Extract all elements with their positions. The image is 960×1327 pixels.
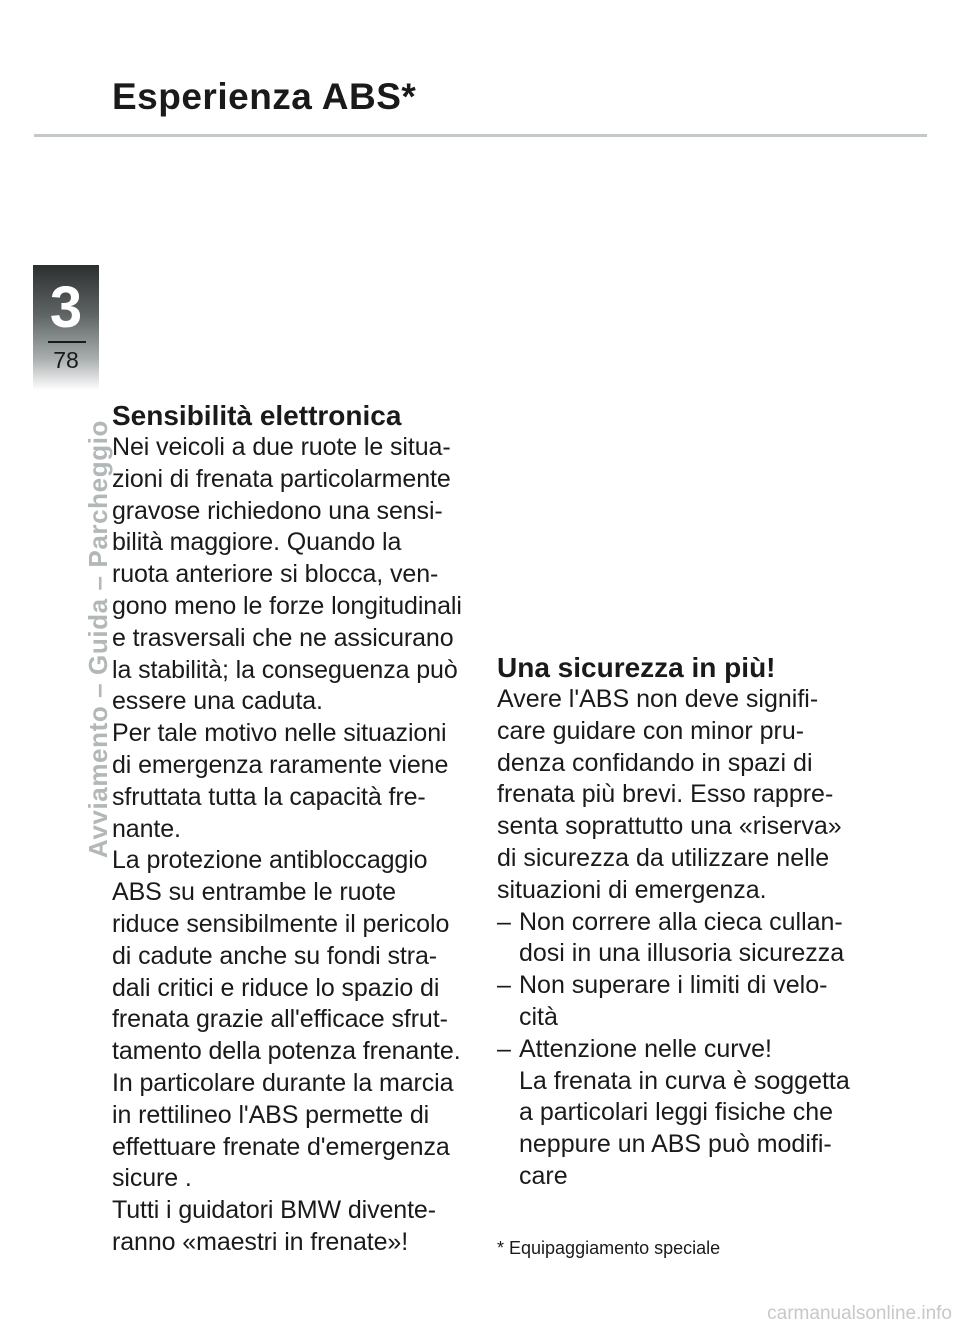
paragraph: Nei veicoli a due ruote le situa- zioni di frenata particolarmente gravose richiedono una sensi- bilità maggiore. Quando la ruota anteriore si blocca, ven- gono meno le forze longitudinali e trasversali che ne assicurano la stabilità; la conseguenza può essere una caduta.	[112, 433, 462, 716]
section-side-label: Avviamento – Guida – Parcheggio	[83, 420, 113, 859]
list-item-text: Attenzione nelle curve! La frenata in curva è soggetta a particolari leggi fisiche che neppure un ABS può modifi- care	[519, 1034, 850, 1190]
paragraph: In particolare durante la marcia in rettilineo l'ABS permette di effettuare frenate d'emergenza sicure .	[112, 1068, 454, 1193]
section-heading-electronic-sensitivity: Sensibilità elettronica	[112, 400, 402, 431]
safety-list	[497, 907, 877, 1193]
list-item	[497, 907, 877, 971]
chapter-tab	[33, 265, 99, 390]
list-item	[497, 1034, 877, 1193]
right-column	[497, 652, 877, 1193]
footnote: * Equipaggiamento speciale	[497, 1238, 721, 1258]
page-number: 78	[53, 347, 79, 373]
left-column	[112, 400, 482, 1259]
page-title: Esperienza ABS*	[112, 76, 417, 117]
dash-marker: –	[497, 1034, 511, 1063]
dash-marker: –	[497, 971, 511, 1000]
section-heading-extra-safety: Una sicurezza in più!	[497, 652, 776, 683]
list-item-text: Non superare i limiti di velo- cità	[519, 971, 828, 1031]
paragraph: Per tale motivo nelle situazioni di emergenza raramente viene sfruttata tutta la capacità fre- nante.	[112, 719, 449, 843]
paragraph: La protezione antibloccaggio ABS su entrambe le ruote riduce sensibilmente il pericolo di cadute anche su fondi stra- dali critici e riduce lo spazio di frenata grazie all'efficace sfrut- tamento della potenza frenante.	[112, 846, 461, 1066]
paragraph: Avere l'ABS non deve signifi- care guidare con minor pru- denza confidando in spazi di frenata più brevi. Esso rappre- senta soprattutto una «riserva» di sicurezza da utilizzare nelle situazioni di emergenza.	[497, 685, 842, 904]
title-divider	[34, 134, 927, 137]
list-item-text: Non correre alla cieca cullan- dosi in una illusoria sicurezza	[519, 907, 845, 968]
list-item	[497, 970, 877, 1034]
paragraph: Tutti i guidatori BMW divente- ranno «maestri in frenate»!	[112, 1196, 436, 1256]
chapter-number: 3	[49, 275, 83, 340]
chapter-divider	[48, 341, 86, 343]
dash-marker: –	[497, 907, 511, 936]
watermark: carmanualsonline.info	[767, 1303, 952, 1324]
